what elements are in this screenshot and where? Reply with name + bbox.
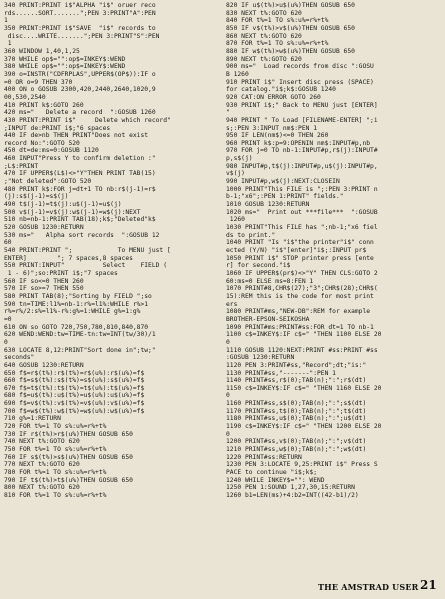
code-line: =0 xyxy=(4,315,12,323)
code-line: 410 PRINT k$:GOTO 260 xyxy=(4,101,84,109)
code-line: 1000 PRINT"This FILE is ";:PEN 3:PRINT n xyxy=(226,185,378,193)
code-line: 1260 b1=LEN(ms)+4:b2=INT((42-b1)/2) xyxy=(226,492,359,499)
code-line: ;"Not deleted":GOTO 520 xyxy=(4,178,92,186)
code-line: v$(j) xyxy=(226,170,245,178)
code-line: 790 IF t$(t%)>t$(u%)THEN GOSUB 650 xyxy=(4,476,133,484)
code-line: 920 CAT:ON ERROR GOTO 260 xyxy=(226,93,321,101)
code-line: ;L$:PRINT xyxy=(4,162,39,170)
code-line: 640 GOSUB 1230:RETURN xyxy=(4,361,84,369)
code-line: 540 PRINT:PRINT "; To MENU just [ xyxy=(4,247,171,254)
code-line: 980 INPUT#p,t$(j):INPUT#p,u$(j):INPUT#p, xyxy=(226,162,378,170)
code-line: 1150 c$=INKEY$:IF c$=" "THEN 1160 ELSE 20 xyxy=(226,384,382,392)
code-line: 490 t$(j-1)=t$(j):u$(j-1)=u$(j) xyxy=(4,201,122,209)
code-line: 1210 PRINT#ss,w$(0);TAB(n);":";w$(dt) xyxy=(226,446,367,454)
code-line: b-1;"x6";:PEN 1:PRINT" fields." xyxy=(226,193,344,201)
code-line: 1060 IF UPPER$(pr$)<>"Y" THEN CLS:GOTO 2 xyxy=(226,269,378,277)
code-line: 1 xyxy=(4,40,12,48)
code-line: 400 ON o GOSUB 2300,420,2440,2640,1020,9 xyxy=(4,86,156,94)
code-line: 0 xyxy=(226,392,230,400)
code-line: 760 IF s$(t%)>s$(u%)THEN GOSUB 650 xyxy=(4,453,133,461)
code-line: 1230 PEN 3:LOCATE 9,25:PRINT i$" Press S xyxy=(226,461,378,469)
code-line: 560 IF so<=0 THEN 260 xyxy=(4,277,84,285)
code-line: 1120 PEN 3:PRINT#ss,"Record";dt;"is:" xyxy=(226,361,367,369)
code-line: 1180 PRINT#ss,u$(0);TAB(n);":";u$(dt) xyxy=(226,415,367,423)
code-line: 950 IF LEN(nm$)<=0 THEN 260 xyxy=(226,132,329,140)
code-line: 730 IF r$(t%)>r$(u%)THEN GOSUB 650 xyxy=(4,430,133,438)
code-line: 660 f$=s$(t%):s$(t%)=s$(u%):s$(u%)=f$ xyxy=(4,377,145,385)
code-line: 420 ms=" Delete a record ":GOSUB 1260 xyxy=(4,109,156,117)
code-line: 970 FOR j=0 TO nb-1:INPUT#p,r$(j):INPUT# xyxy=(226,147,378,155)
listing-column-left xyxy=(4,2,219,500)
code-line: 0 xyxy=(4,338,8,346)
code-line: r%=r%/2:s%=l1%-r%:g%=1:WHILE g%=1:g% xyxy=(4,308,141,316)
code-line: 780 FOR t%=1 TO s%:u%=r%+t% xyxy=(4,469,107,477)
code-line: s;:PEN 3:INPUT nm$:PEN 1 xyxy=(226,124,317,132)
page-number: 21 xyxy=(420,578,437,592)
code-line: " xyxy=(226,109,230,117)
code-line: 500 v$(j-1)=v$(j):w$(j-1)=w$(j):NEXT xyxy=(4,208,141,216)
code-line: =0 OR o=9 THEN 370 xyxy=(4,78,73,86)
code-line: 1170 PRINT#ss,t$(0);TAB(n);":";t$(dt) xyxy=(226,407,367,415)
code-line: rds......SORT.......";PEN 3:PRINT"A":PEN xyxy=(4,9,156,17)
code-line: 910 PRINT i$" Insert disc press (SPACE) xyxy=(226,78,374,86)
code-line: 1090 PRINT#ms:PRINT#ss:FOR dt=1 TO nb-1 xyxy=(226,323,374,331)
code-line: 1040 PRINT "Is "i$"the printer"i$" conn xyxy=(226,239,374,247)
code-line: 570 IF so>=7 THEN 550 xyxy=(4,285,84,293)
code-line: 1 xyxy=(4,17,8,25)
code-line: 990 INPUT#p,w$(j):NEXT:CLOSEIN xyxy=(226,178,340,186)
code-line: 1020 ms=" Print out ***file*** ":GOSUB xyxy=(226,208,378,216)
code-line: 1140 PRINT#ss,r$(0);TAB(n);":";r$(dt) xyxy=(226,377,367,385)
code-line: 1080 PRINT#ms,"NEW-DB":REM for example xyxy=(226,308,371,316)
code-line: 710 g%=1:RETURN xyxy=(4,415,61,423)
code-line: 440 IF de>nb THEN PRINT"Does not exist xyxy=(4,132,149,140)
code-line: ds to print." xyxy=(226,231,276,239)
code-line: 0 xyxy=(226,338,230,346)
code-line: 1240 WHILE INKEY$="": WEND xyxy=(226,476,325,484)
code-line: 530 ms=" Alpha sort records ":GOSUB 12 xyxy=(4,231,160,239)
code-line: 15):REM this is the code for most print xyxy=(226,292,374,300)
code-line: 650 f$=r$(t%):r$(t%)=r$(u%):r$(u%)=f$ xyxy=(4,369,145,377)
code-line: 900 ms=" Load records from disc ":GOSU xyxy=(226,63,374,71)
magazine-title: THE AMSTRAD USER xyxy=(318,582,419,592)
code-line: 1050 PRINT i$" STOP printer press [ente xyxy=(226,254,374,262)
code-line: 590 tn=TIME:l1%=nb-1:r%=l1%:WHILE r%>1 xyxy=(4,300,149,308)
code-line: 1200 PRINT#ss,v$(0);TAB(n);":";v$(dt) xyxy=(226,438,367,446)
code-line: 470 IF UPPER$(L$)<>"Y"THEN PRINT TAB(15) xyxy=(4,170,156,178)
code-line: 720 FOR t%=1 TO s%:u%=r%+t% xyxy=(4,423,107,431)
code-line: 390 o=INSTR("CDFRPLAS",UPPER$(OP$)):IF o xyxy=(4,70,156,78)
code-line: 460 INPUT"Press Y to confirm deletion :" xyxy=(4,155,156,163)
code-line: 1160 PRINT#ss,s$(0);TAB(n);":";s$(dt) xyxy=(226,400,367,408)
code-line: 60:ms=0 ELSE ms=8:FEN 1 xyxy=(226,277,314,285)
code-line: 360 WINDOW 1,40,1,25 xyxy=(4,47,80,55)
code-line: 860 NEXT t%:GOTO 620 xyxy=(226,32,302,40)
code-line: (j):s$(j-1)=s$(j) xyxy=(4,193,69,201)
code-line: 480 PRINT k$:FOR j=dt+1 TO nb:r$(j-1)=r$ xyxy=(4,185,156,193)
code-line: 1220 PRINT#ss:RETURN xyxy=(226,453,302,461)
code-line: 740 NEXT t%:GOTO 620 xyxy=(4,438,80,446)
code-line: :GOSUB 1230:RETURN xyxy=(226,354,295,362)
code-line: disc....WRITE.......";PEN 3:PRINT"S":PEN xyxy=(4,32,160,40)
code-line: r] for second."i$ xyxy=(226,262,291,270)
code-line: 450 dt=de:ms=0:GOSUB 1120 xyxy=(4,147,99,155)
code-line: BROTHER-EPSON-SEIKOSHA xyxy=(226,315,310,323)
code-line: ers xyxy=(226,300,238,308)
code-line: 750 FOR t%=1 TO s%:u%=r%+t% xyxy=(4,446,107,454)
code-line: 1010 GOSUB 1230:RETURN xyxy=(226,201,310,209)
code-line: 800 NEXT t%:GOTO 620 xyxy=(4,484,80,492)
code-line: 550 PRINT:INPUT" Select FIELD ( xyxy=(4,262,168,270)
code-line: 1 - 6)";so:PRINT i$;"7 spaces xyxy=(4,269,118,277)
code-line: ;INPUT de:PRINT i$;"6 spaces xyxy=(4,124,111,132)
code-line: 630 LOCATE 8,12:PRINT"Sort done in";tw;" xyxy=(4,346,156,354)
code-line: 830 NEXT t%:GOTO 620 xyxy=(226,9,302,17)
code-line: 60 xyxy=(4,239,12,247)
code-line: 930 PRINT i$;" Back to MENU just [ENTER] xyxy=(226,101,378,109)
code-line: p,s$(j) xyxy=(226,155,253,163)
code-line: ENTER] "; 7 spaces,8 spaces xyxy=(4,254,133,262)
code-line: 840 FOR t%=1 TO s%:u%=r%+t% xyxy=(226,17,329,25)
code-line: 620 WEND:WEND:tw=TIME-tn:tw=INT(tw/30)/1 xyxy=(4,331,156,339)
code-line: 820 IF u$(t%)>u$(u%)THEN GOSUB 650 xyxy=(226,2,355,9)
code-line: record No:":GOTO 520 xyxy=(4,139,80,147)
code-line: 1260 xyxy=(226,216,245,224)
code-line: 890 NEXT t%:GOTO 620 xyxy=(226,55,302,63)
listing-column-right xyxy=(226,2,442,500)
code-line: 880 IF w$(t%)>w$(u%)THEN GOSUB 650 xyxy=(226,47,355,55)
code-line: 1070 PRINT#8,CHR$(27);"3";CHR$(28);CHR$( xyxy=(226,285,378,293)
code-line: 430 PRINT:PRINT i$" Delete which record" xyxy=(4,116,171,124)
code-line: 510 nb=nb-1:PRINT TAB(18);k$;"Deleted"k$ xyxy=(4,216,156,224)
code-line: 870 FOR t%=1 TO s%:u%=r%+t% xyxy=(226,40,329,48)
code-line: 670 f$=t$(t%):t$(t%)=t$(u%):t$(u%)=f$ xyxy=(4,384,145,392)
code-line: 770 NEXT t%:GOTO 620 xyxy=(4,461,80,469)
code-line: 810 FOR t%=1 TO s%:u%=r%+t% xyxy=(4,492,107,499)
code-line: 00,530,2540 xyxy=(4,93,46,101)
code-line: 1100 c$=INKEY$:IF c$=" "THEN 1100 ELSE 20 xyxy=(226,331,382,339)
code-line: 610 ON so GOTO 720,750,780,810,840,870 xyxy=(4,323,149,331)
code-line: 960 PRINT k$:p=9:OPENIN nm$:INPUT#p,nb xyxy=(226,139,371,147)
code-line: 340 PRINT:PRINT i$"ALPHA "i$" oruer reco xyxy=(4,2,156,9)
code-line: 350 PRINT:PRINT i$"SAVE "i$" records to xyxy=(4,24,156,32)
code-line: seconds" xyxy=(4,354,35,362)
code-line: 1130 PRINT#ss,"-------":PEN 1 xyxy=(226,369,336,377)
code-line: PACE to continue "i$;k$; xyxy=(226,469,317,477)
code-line: for catalog."i$;k$:GOSUB 1240 xyxy=(226,86,336,94)
code-line: 700 f$=w$(t%):w$(t%)=w$(u%):w$(u%)=f$ xyxy=(4,407,145,415)
code-line: 690 f$=v$(t%):v$(t%)=v$(u%):v$(u%)=f$ xyxy=(4,400,145,408)
code-line: 580 PRINT TAB(8);"Sorting by FIELD ";so xyxy=(4,292,152,300)
code-line: 370 WHILE op$="":op$=INKEY$:WEND xyxy=(4,55,126,63)
code-line: 0 xyxy=(226,430,230,438)
code-line: B 1260 xyxy=(226,70,249,78)
code-line: 1250 PEN 1:SOUND 1,27,30,15:RETURN xyxy=(226,484,355,492)
code-line: 680 f$=u$(t%):u$(t%)=u$(u%):u$(u%)=f$ xyxy=(4,392,145,400)
code-line: ected (Y/N) "i$"[enter]"i$;:INPUT pr$ xyxy=(226,247,367,254)
code-line: 1110 GOSUB 1120:NEXT:PRINT #ss:PRINT #ss xyxy=(226,346,378,354)
code-line: 520 GOSUB 1230:RETURN xyxy=(4,224,84,232)
code-line: 1030 PRINT"This FILE has ";nb-1;"x6 fiel xyxy=(226,224,378,232)
code-line: 850 IF v$(t%)>v$(u%)THEN GOSUB 650 xyxy=(226,24,355,32)
code-line: 380 WHILE op$="":op$=INKEY$:WEND xyxy=(4,63,126,71)
code-line: 940 PRINT " To Load [FILENAME-ENTER] ";i xyxy=(226,116,378,124)
code-line: 1190 c$=INKEY$:IF c$=" "THEN 1200 ELSE 20 xyxy=(226,423,382,431)
